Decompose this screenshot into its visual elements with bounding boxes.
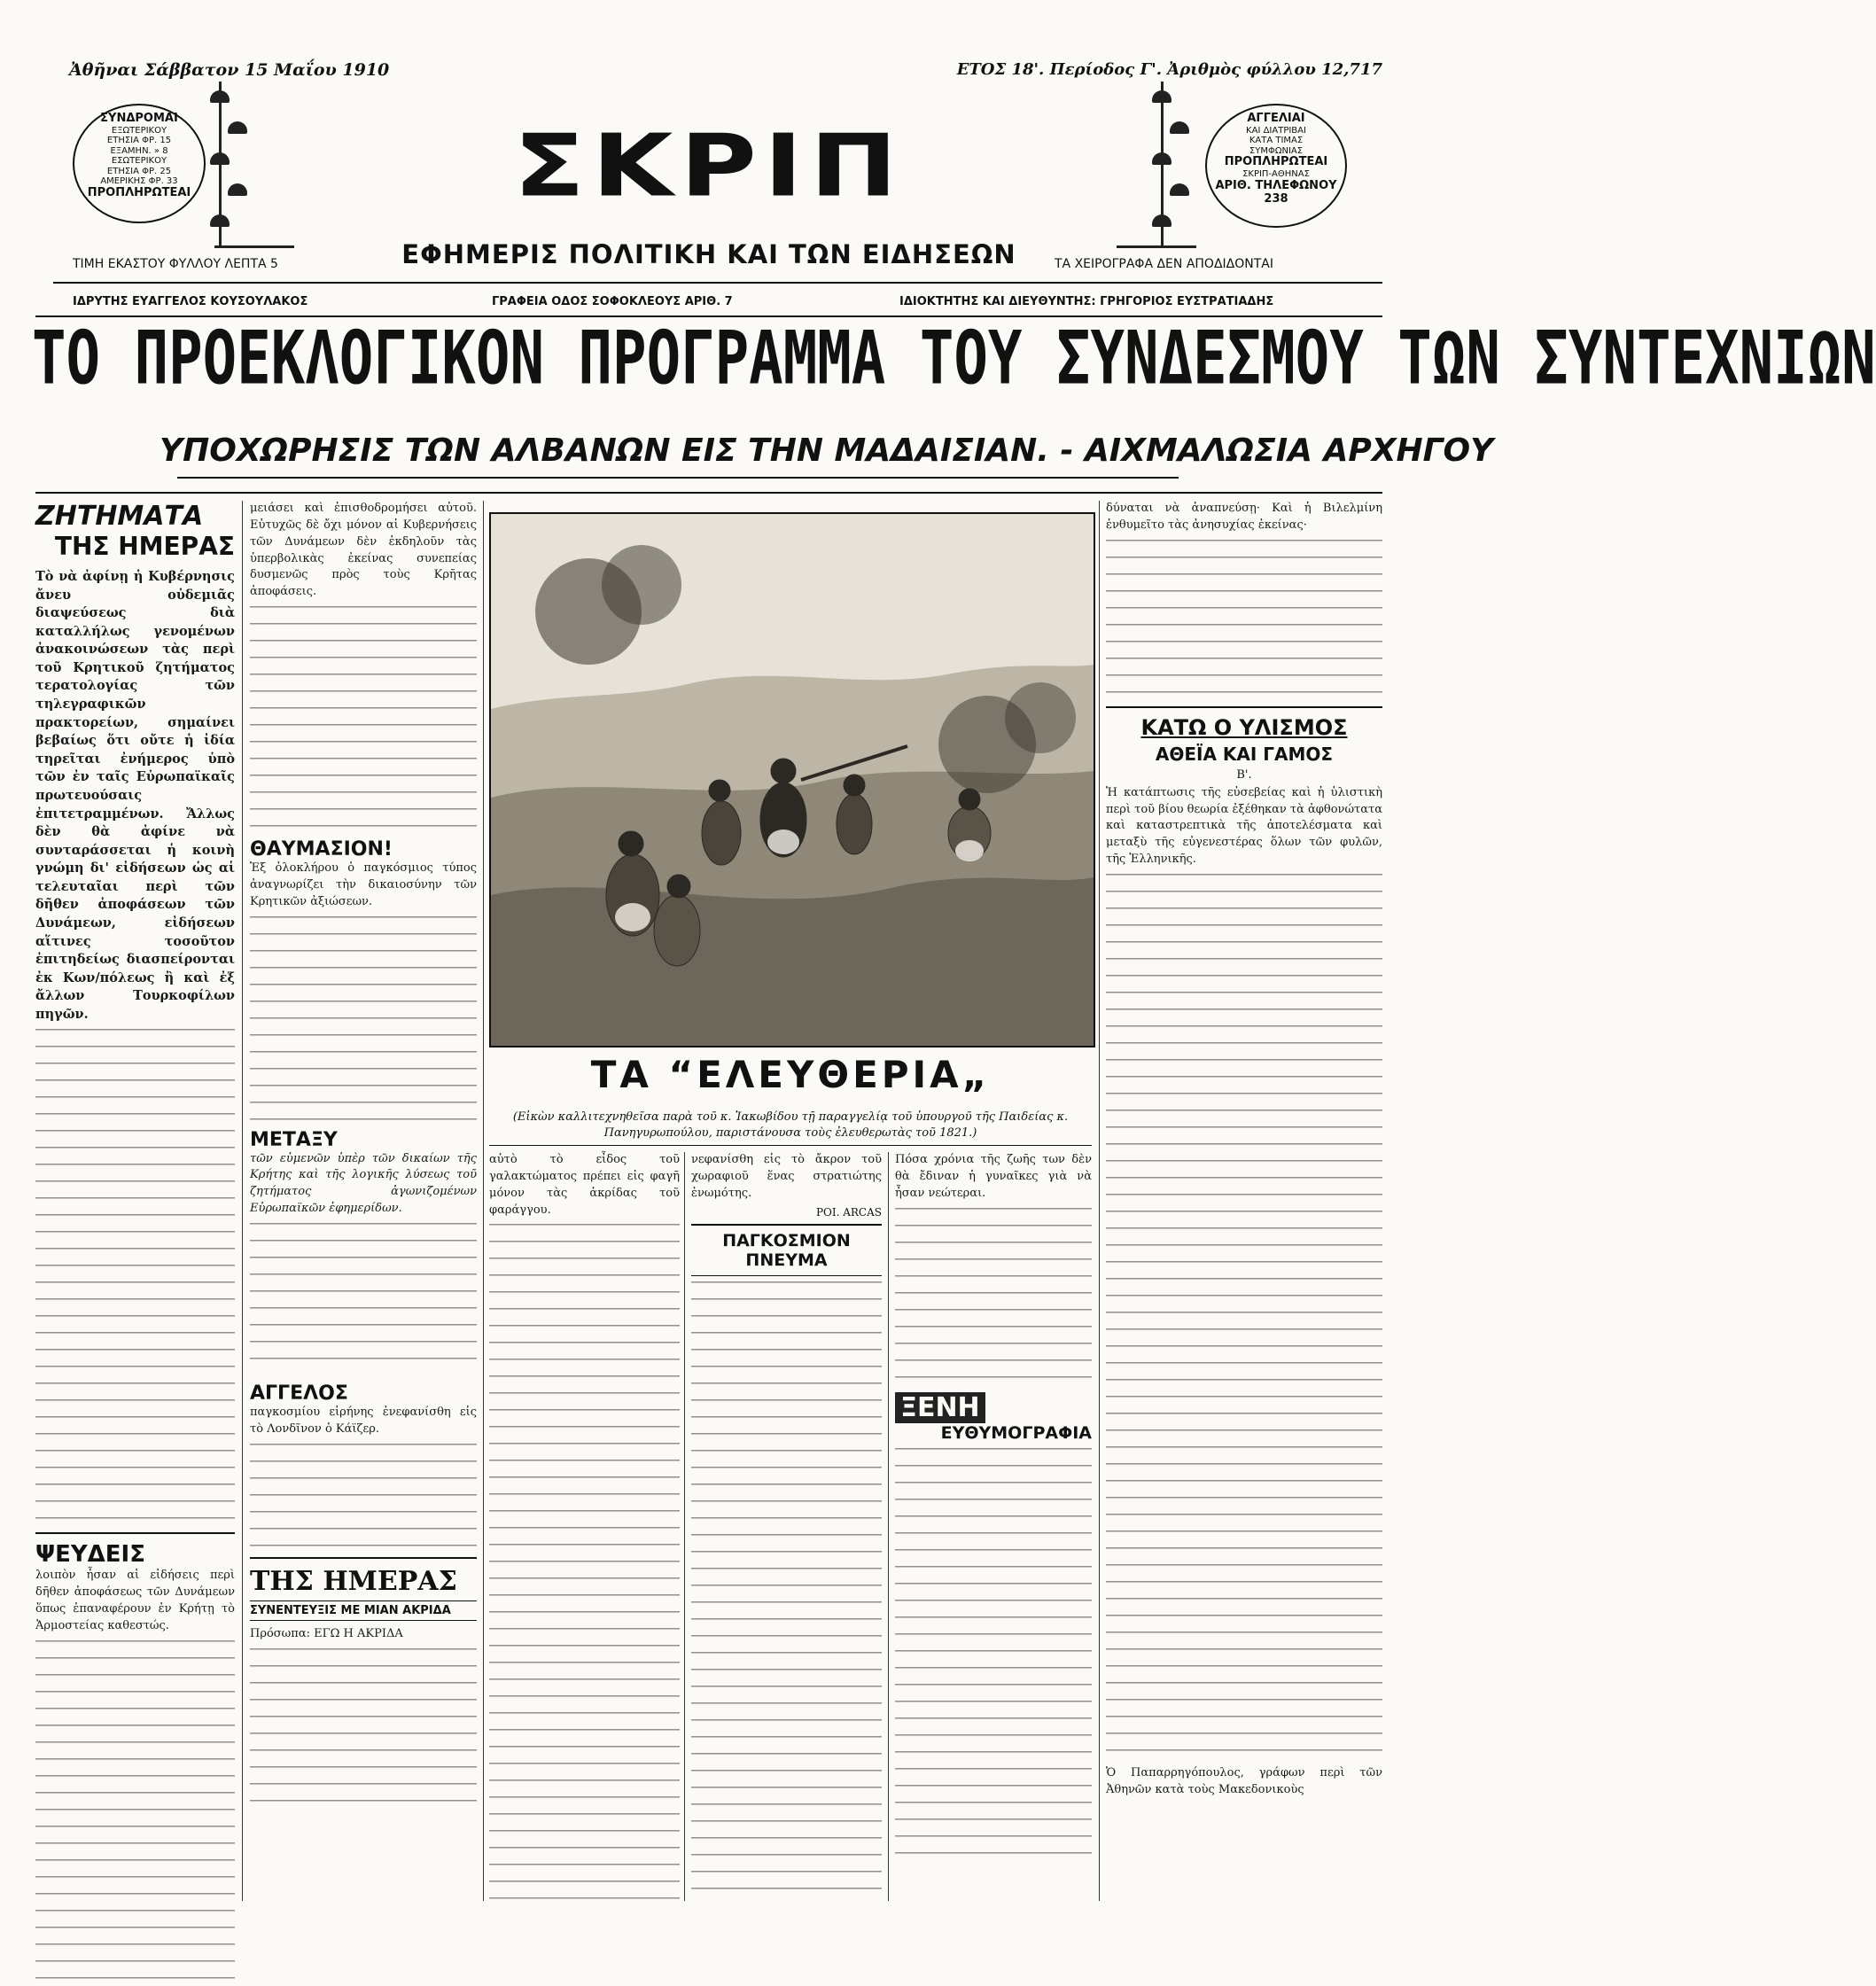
article-body: λοιπὸν ἦσαν αἱ εἰδήσεις περὶ δῆθεν ἀποφάσεως τῶν Δυνάμεων ὅπως ἐπαναφέρουν ἐν Κρήτῃ τὸ Ἁρμοστείας καθεστώς. <box>35 1569 235 1632</box>
section-title: ΨΕΥΔΕΙΣ <box>35 1541 145 1569</box>
column-rule <box>888 1152 889 1901</box>
main-headline: ΤΟ ΠΡΟΕΚΛΟΓΙΚΟΝ ΠΡΟΓΡΑΜΜΑ ΤΟΥ ΣΥΝΔΕΣΜΟΥ ΤΩΝ ΣΥΝΤΕΧΝΙΩΝ <box>32 315 1876 402</box>
article-continuation <box>489 1224 680 1906</box>
founder: ΙΔΡΥΤΗΣ ΕΥΑΓΓΕΛΟΣ ΚΟΥΣΟΥΛΑΚΟΣ <box>73 295 308 308</box>
sub-headline: ΥΠΟΧΩΡΗΣΙΣ ΤΩΝ ΑΛΒΑΝΩΝ ΕΙΣ ΤΗΝ ΜΑΔΑΙΣΙΑΝ. - ΑΙΧΜΑΛΩΣΙΑ ΑΡΧΗΓΟΥ <box>160 432 1494 469</box>
manuscripts-note: ΤΑ ΧΕΙΡΟΓΡΑΦΑ ΔΕΝ ΑΠΟΔΙΔΟΝΤΑΙ <box>1055 257 1273 271</box>
ads-title: ΑΓΓΕΛΙΑΙ <box>1247 112 1305 125</box>
center-column-c <box>895 1152 1092 1901</box>
column-rule <box>1099 501 1100 1901</box>
ads-box <box>1205 104 1347 228</box>
section-title: ΤΗΣ ΗΜΕΡΑΣ <box>250 1565 457 1597</box>
ads-line: ΚΑΤΑ ΤΙΜΑΣ <box>1249 136 1304 146</box>
section-divider <box>35 1532 235 1534</box>
article-body: Ἡ κατάπτωσις τῆς εὐσεβείας καὶ ἡ ὑλιστικὴ περὶ τοῦ βίου θεωρία ἐξέθηκαν τὰ ἀφθονώτατα καὶ καταστρεπτικὰ τῆς ἀποτελέσματα καὶ μεταξὺ τῆς εὐγενεστέρας ὅλων τῶν φυλῶν, τῆς Ἑλληνικῆς. <box>1106 785 1382 867</box>
price-note: ΤΙΜΗ ΕΚΑΣΤΟΥ ΦΥΛΛΟΥ ΛΕΠΤΑ 5 <box>73 257 278 271</box>
article-author: ΡΟΙ. ARCAS <box>815 1205 882 1219</box>
ads-emblem <box>1117 82 1356 250</box>
section-divider <box>250 1557 477 1559</box>
article-body: μειάσει καὶ ἐπισθοδρομήσει αὐτοῦ. Εὐτυχῶς δὲ ὄχι μόνον αἱ Κυβερνήσεις τῶν Δυνάμεων δὲν ἐκδηλοῦν τὰς ὑπερβολικὰς ἐκείνας συνεπείας δυσμενῶς πρὸς τοὺς Κρῆτας ἀποφάσεις. <box>250 502 477 599</box>
section-subtitle: ΣΥΝΕΝΤΕΥΞΙΣ ΜΕ ΜΙΑΝ ΑΚΡΙΔΑ <box>250 1600 477 1621</box>
article-body: Ἐξ ὁλοκλήρου ὁ παγκόσμιος τύπος ἀναγνωρίζει τὴν δικαιοσύνην τῶν Κρητικῶν ἀξιώσεων. <box>250 861 477 908</box>
part-number: Β'. <box>1236 767 1252 782</box>
illustration-eleftheria <box>489 512 1095 1048</box>
article-body: δύναται νὰ ἀναπνεύσῃ· Καὶ ἡ Βιλελμίνη ἐνθυμεῖτο τὰς ἀνησυχίας ἐκείνας· <box>1106 502 1382 532</box>
dateline: Ἀθῆναι Σάββατον 15 Μαΐου 1910 <box>69 60 390 80</box>
center-column-b <box>691 1152 882 1901</box>
section-title: ΜΕΤΑΞΥ <box>250 1128 338 1151</box>
ads-line: ΠΡΟΠΛΗΡΩΤΕΑΙ <box>1224 155 1328 169</box>
subscriptions-line: ΕΤΗΣΙΑ ΦΡ. 15 <box>106 136 172 146</box>
subhead-underline <box>177 477 1179 479</box>
article-continuation <box>1106 540 1382 699</box>
column-rule <box>684 1152 685 1901</box>
article-continuation <box>1106 874 1382 1760</box>
ads-line: ΚΑΙ ΔΙΑΤΡΙΒΑΙ <box>1246 125 1306 136</box>
offices: ΓΡΑΦΕΙΑ ΟΔΟΣ ΣΟΦΟΚΛΕΟΥΣ ΑΡΙΘ. 7 <box>492 295 733 308</box>
subscriptions-line: ΕΞΑΜΗΝ. » 8 <box>110 145 168 156</box>
illustration-image <box>491 514 1094 1046</box>
bell-ornament-icon <box>210 152 230 165</box>
bell-ornament-icon <box>210 214 230 227</box>
subscriptions-line: ΕΞΩΤΕΡΙΚΟΥ <box>111 125 167 136</box>
section-divider <box>1106 706 1382 708</box>
bell-ornament-icon <box>1152 152 1172 165</box>
bell-ornament-icon <box>1152 90 1172 103</box>
bell-ornament-icon <box>1170 183 1189 196</box>
illustration-caption: (Εἰκὼν καλλιτεχνηθεῖσα παρὰ τοῦ κ. Ἰακωβίδου τῇ παραγγελίᾳ τοῦ ὑπουργοῦ τῆς Παιδείας κ. Πανηγυρωπούλου, παριστάνουσα τοὺς ἐλευθερωτὰς τοῦ 1821.) <box>512 1110 1069 1140</box>
issue-number: ΕΤΟΣ 18'. Περίοδος Γ'. Ἀριθμὸς φύλλου 12,717 <box>956 60 1382 79</box>
section-title: ΠΑΓΚΟΣΜΙΟΝ ΠΝΕΥΜΑ <box>691 1224 882 1276</box>
section-subtitle: ΑΘΕΪΑ ΚΑΙ ΓΑΜΟΣ <box>1155 743 1334 765</box>
center-column-a <box>489 1152 680 1901</box>
article-continuation <box>250 606 477 828</box>
subscriptions-footer: ΠΡΟΠΛΗΡΩΤΕΑΙ <box>87 185 191 199</box>
ads-line: ΣΚΡΙΠ-ΑΘΗΝΑΣ <box>1242 169 1310 180</box>
section-title: ΑΓΓΕΛΟΣ <box>250 1382 348 1405</box>
article-continuation <box>895 1208 1092 1385</box>
article-continuation <box>250 916 477 1120</box>
article-body: Πρόσωπα: ΕΓΩ Η ΑΚΡΙΔΑ <box>250 1626 403 1640</box>
column-rule <box>483 501 484 1901</box>
article-continuation <box>35 1029 235 1525</box>
bell-ornament-icon <box>210 90 230 103</box>
section-title: ΞΕΝΗ <box>895 1392 985 1423</box>
article-body: αὐτὸ τὸ εἶδος τοῦ γαλακτώματος πρέπει εἰς φαγῆ μόνον τὰς ἀκρίδας τοῦ φαράγγου. <box>489 1153 680 1217</box>
illustration-title: ΤΑ “ΕΛΕΥΘΕΡΙΑ„ <box>590 1053 991 1096</box>
bell-ornament-icon <box>1170 121 1189 134</box>
article-body: τῶν εὐμενῶν ὑπὲρ τῶν δικαίων τῆς Κρήτης καὶ τῆς λογικῆς λύσεως τοῦ ζητήματος ἀγωνιζομένων Εὐρωπαϊκῶν ἐφημερίδων. <box>250 1151 477 1216</box>
subscriptions-box <box>73 104 206 223</box>
section-title: ΚΑΤΩ Ο ΥΛΙΣΜΟΣ <box>1140 714 1348 740</box>
column-two <box>250 501 477 1901</box>
bell-ornament-icon <box>228 183 247 196</box>
header-rule <box>53 282 1382 284</box>
subscriptions-line: ΕΣΩΤΕΡΙΚΟΥ <box>111 156 167 167</box>
bell-ornament-icon <box>1152 214 1172 227</box>
article-continuation <box>250 1223 477 1374</box>
ornament-line <box>214 245 294 248</box>
ads-footer: ΑΡΙΘ. ΤΗΛΕΦΩΝΟΥ 238 <box>1215 178 1337 206</box>
article-continuation <box>35 1640 235 1986</box>
masthead-subtitle: ΕΦΗΜΕΡΙΣ ΠΟΛΙΤΙΚΗ ΚΑΙ ΤΩΝ ΕΙΔΗΣΕΩΝ <box>401 239 1016 269</box>
subscriptions-title: ΣΥΝΔΡΟΜΑΙ <box>100 112 178 125</box>
article-body: νεφανίσθη εἰς τὸ ἄκρον τοῦ χωραφιοῦ ἕνας στρατιώτης ἐνωμότης. <box>691 1153 882 1200</box>
section-title: ΖΗΤΗΜΑΤΑ <box>35 501 204 532</box>
center-rule <box>489 1145 1092 1146</box>
content-rule <box>35 492 1382 494</box>
article-body: Ὁ Παπαρρηγόπουλος, γράφων περὶ τῶν Ἀθηνῶν κατὰ τοὺς Μακεδονικοὺς <box>1106 1765 1382 1796</box>
bell-ornament-icon <box>228 121 247 134</box>
column-rule <box>242 501 243 1901</box>
article-body: Τὸ νὰ ἀφίνῃ ἡ Κυβέρνησις ἄνευ οὐδεμιᾶς διαψεύσεως διὰ καταλλήλως γενομένων ἀνακοινώσεων τὰς περὶ τοῦ Κρητικοῦ ζητήματος τερατολογίας τῶν τηλεγραφικῶν πρακτορείων, σημαίνει βεβαίως ὅτι οὔτε ἡ ἰδία τηρεῖται ἐνήμερος ὑπὸ τῶν ἐν ταῖς Εὐρωπαϊκαῖς πρωτευούσαις ἐπιτετραμμένων. Ἄλλως δὲν θὰ ἀφίνε νὰ συνταράσσεται ἡ κοινὴ γνώμη δι' εἰδήσεων ὡς αἱ τελευταῖαι περὶ τῶν δῆθεν ἀποφάσεων τῶν Δυνάμεων, εἰδήσεων αἵτινες τοσοῦτον ἐπιτηδείως διασπείρονται ἐκ Κων/πόλεως ἢ καὶ ἐξ ἄλλων Τουρκοφίλων πηγῶν. <box>35 569 235 1022</box>
ornament-line <box>1117 245 1196 248</box>
section-subtitle: ΕΥΘΥΜΟΓΡΑΦΙΑ <box>940 1422 1092 1443</box>
article-continuation <box>250 1648 477 1817</box>
article-body: παγκοσμίου εἰρήνης ἐνεφανίσθη εἰς τὸ Λονδῖνον ὁ Κάϊζερ. <box>250 1405 477 1436</box>
article-continuation <box>691 1281 882 1902</box>
masthead: ΣΚΡΙΠ <box>513 115 905 216</box>
article-continuation <box>895 1448 1092 1865</box>
article-body: Πόσα χρόνια τῆς ζωῆς των δὲν θὰ ἔδιναν ἡ γυναῖκες γιὰ νὰ ἦσαν νεώτεραι. <box>895 1153 1092 1200</box>
section-subtitle: ΤΗΣ ΗΜΕΡΑΣ <box>54 532 235 561</box>
subscriptions-line: ΕΤΗΣΙΑ ΦΡ. 25 <box>106 166 172 176</box>
subscriptions-line: ΑΜΕΡΙΚΗΣ ΦΡ. 33 <box>100 176 178 187</box>
ads-line: ΣΥΜΦΩΝΙΑΣ <box>1249 145 1304 156</box>
owner: ΙΔΙΟΚΤΗΤΗΣ ΚΑΙ ΔΙΕΥΘΥΝΤΗΣ: ΓΡΗΓΟΡΙΟΣ ΕΥΣΤΡΑΤΙΑΔΗΣ <box>899 295 1274 308</box>
subscriptions-emblem <box>73 82 294 250</box>
section-title: ΘΑΥΜΑΣΙΟΝ! <box>250 838 393 861</box>
column-issues-of-the-day <box>35 501 235 1901</box>
article-continuation <box>250 1444 477 1550</box>
column-right <box>1106 501 1382 1901</box>
